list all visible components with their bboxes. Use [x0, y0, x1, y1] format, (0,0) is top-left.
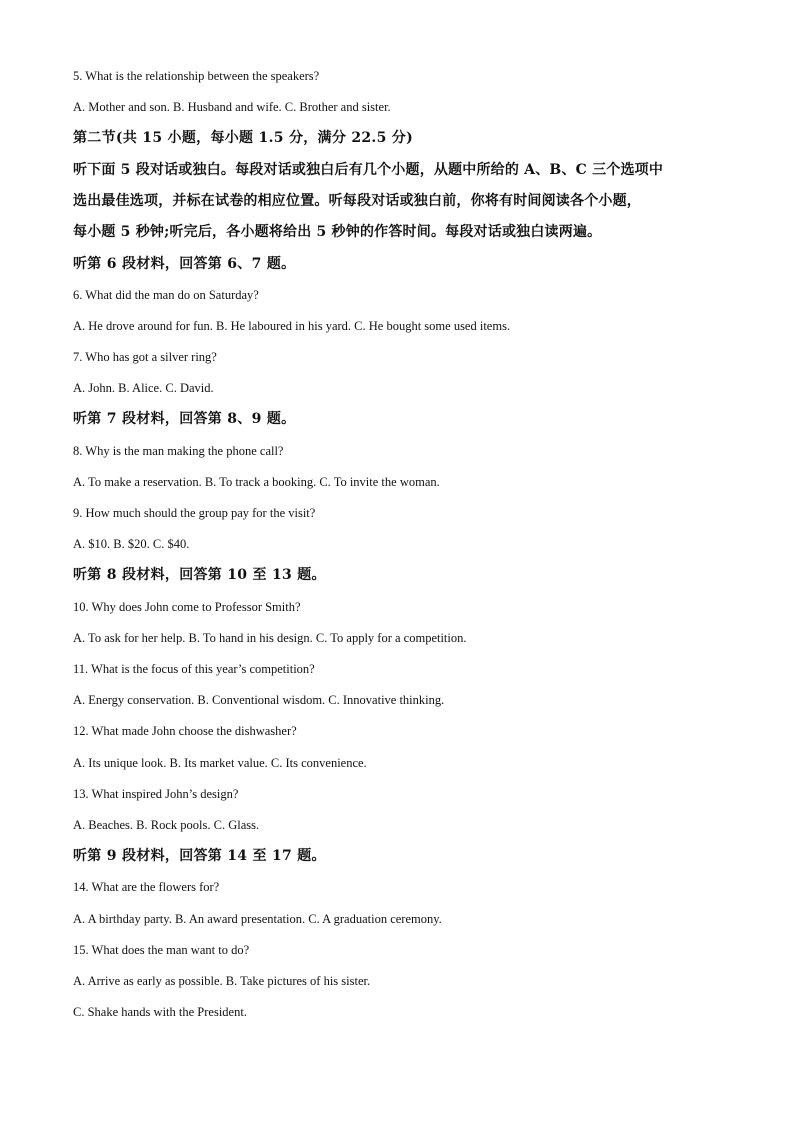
question-13: 13. What inspired John’s design? — [73, 787, 239, 801]
question-15: 15. What does the man want to do? — [73, 943, 250, 957]
question-12: 12. What made John choose the dishwasher? — [73, 724, 297, 738]
question-14: 14. What are the flowers for? — [73, 880, 220, 894]
question-12-options: A. Its unique look. B. Its market value. C. Its convenience. — [73, 756, 367, 770]
section-2-heading: 第二节(共 15 小题，每小题 1.5 分，满分 22.5 分) — [73, 130, 414, 146]
question-15-options-ab: A. Arrive as early as possible. B. Take pictures of his sister. — [73, 974, 371, 988]
question-14-options: A. A birthday party. B. An award presentation. C. A graduation ceremony. — [73, 912, 442, 926]
passage-7-heading: 听第 7 段材料，回答第 8、9 题。 — [73, 411, 296, 427]
instruction-line-1: 听下面 5 段对话或独白。每段对话或独白后有几个小题，从题中所给的 A、B、C 三个选项中 — [73, 162, 664, 178]
question-11: 11. What is the focus of this year’s competition? — [73, 662, 315, 676]
question-10: 10. Why does John come to Professor Smith? — [73, 600, 301, 614]
question-9-options: A. $10. B. $20. C. $40. — [73, 537, 190, 551]
question-8: 8. Why is the man making the phone call? — [73, 444, 284, 458]
instruction-line-2: 选出最佳选项，并标在试卷的相应位置。听每段对话或独白前，你将有时间阅读各个小题， — [73, 193, 641, 209]
instruction-line-3: 每小题 5 秒钟;听完后，各小题将给出 5 秒钟的作答时间。每段对话或独白读两遍。 — [73, 224, 602, 240]
question-7: 7. Who has got a silver ring? — [73, 350, 217, 364]
question-5-options: A. Mother and son. B. Husband and wife. C. Brother and sister. — [73, 100, 391, 114]
question-5: 5. What is the relationship between the speakers? — [73, 69, 320, 83]
passage-9-heading: 听第 9 段材料，回答第 14 至 17 题。 — [73, 848, 326, 864]
question-6-options: A. He drove around for fun. B. He laboured in his yard. C. He bought some used items. — [73, 319, 511, 333]
passage-8-heading: 听第 8 段材料，回答第 10 至 13 题。 — [73, 567, 326, 583]
question-6: 6. What did the man do on Saturday? — [73, 288, 259, 302]
question-7-options: A. John. B. Alice. C. David. — [73, 381, 214, 395]
section-2-instructions — [73, 155, 723, 248]
passage-6-heading: 听第 6 段材料，回答第 6、7 题。 — [73, 256, 296, 272]
question-15-option-c: C. Shake hands with the President. — [73, 1005, 247, 1019]
question-8-options: A. To make a reservation. B. To track a booking. C. To invite the woman. — [73, 475, 440, 489]
question-10-options: A. To ask for her help. B. To hand in his design. C. To apply for a competition. — [73, 631, 467, 645]
question-11-options: A. Energy conservation. B. Conventional wisdom. C. Innovative thinking. — [73, 693, 445, 707]
question-9: 9. How much should the group pay for the visit? — [73, 506, 316, 520]
question-13-options: A. Beaches. B. Rock pools. C. Glass. — [73, 818, 260, 832]
